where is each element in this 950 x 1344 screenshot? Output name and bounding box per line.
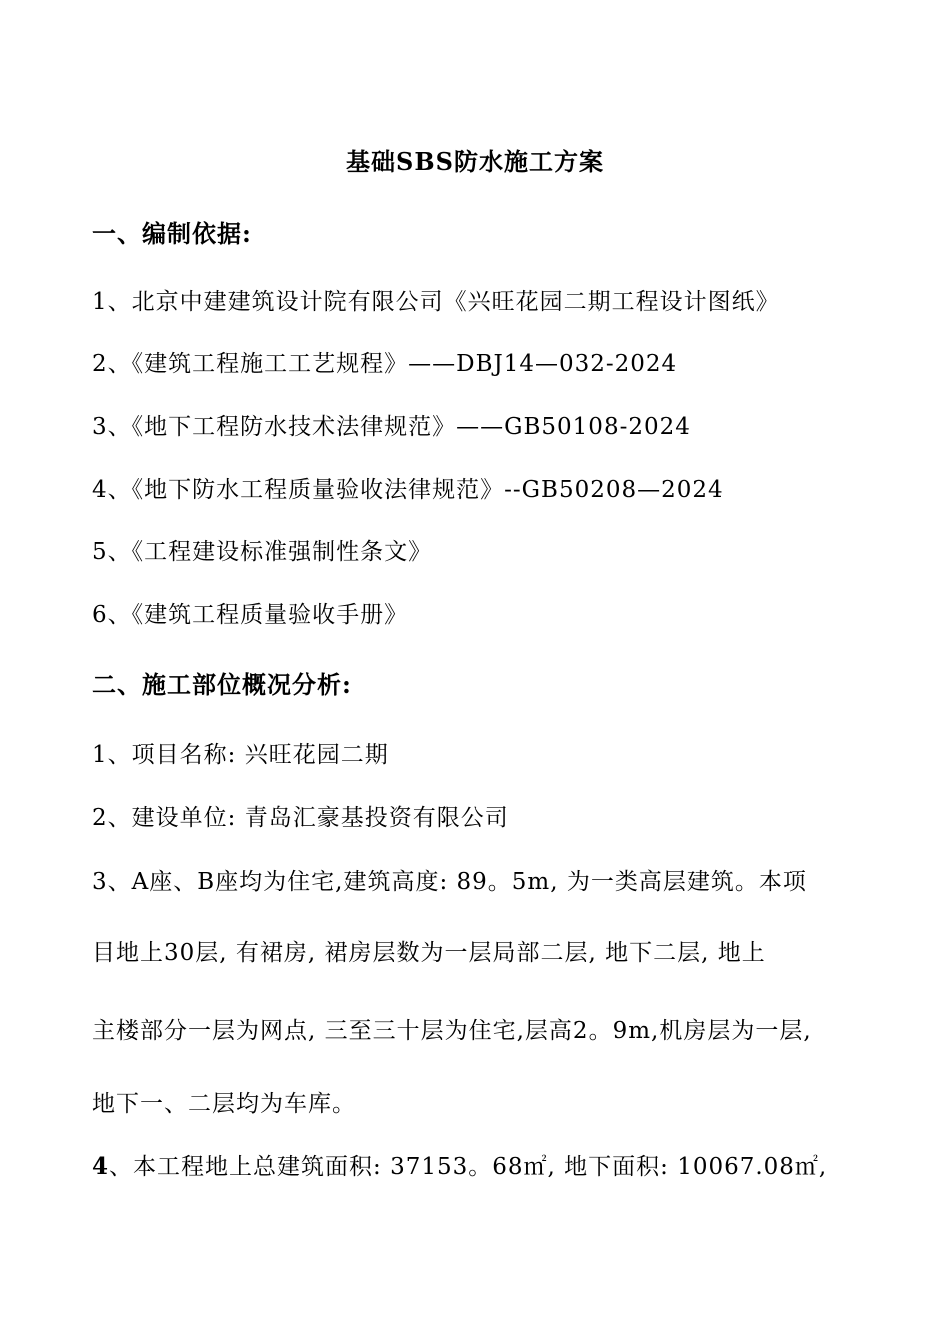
overview-item-4-number: 4 bbox=[92, 1153, 110, 1180]
reference-item-4: 4、《地下防水工程质量验收法律规范》--GB50208—2024 bbox=[92, 477, 724, 503]
overview-item-3-line-4: 地下一、二层均为车库。 bbox=[92, 1091, 356, 1117]
overview-item-1: 1、项目名称: 兴旺花园二期 bbox=[92, 742, 389, 768]
reference-item-2: 2、《建筑工程施工工艺规程》——DBJ14—032-2024 bbox=[92, 351, 678, 377]
overview-item-4-text: 、本工程地上总建筑面积: 37153。68㎡, 地下面积: 10067.08㎡, bbox=[109, 1154, 828, 1180]
overview-item-2: 2、建设单位: 青岛汇豪基投资有限公司 bbox=[92, 805, 509, 831]
overview-item-4 bbox=[92, 1152, 827, 1182]
reference-item-1: 1、北京中建建筑设计院有限公司《兴旺花园二期工程设计图纸》 bbox=[92, 289, 780, 315]
overview-item-3-line-2: 目地上30层, 有裙房, 裙房层数为一层局部二层, 地下二层, 地上 bbox=[92, 940, 766, 966]
overview-item-3-line-3: 主楼部分一层为网点, 三至三十层为住宅,层高2。9m,机房层为一层, bbox=[92, 1018, 812, 1044]
reference-item-6: 6、《建筑工程质量验收手册》 bbox=[92, 602, 409, 628]
overview-item-3-line-1: 3、A座、B座均为住宅,建筑高度: 89。5m, 为一类高层建筑。本项 bbox=[92, 869, 807, 895]
document-title: 基础SBS防水施工方案 bbox=[346, 147, 604, 176]
reference-item-3: 3、《地下工程防水技术法律规范》——GB50108-2024 bbox=[92, 414, 691, 440]
section-2-heading: 二、施工部位概况分析: bbox=[92, 670, 352, 699]
section-1-heading: 一、编制依据: bbox=[92, 219, 252, 248]
reference-item-5: 5、《工程建设标准强制性条文》 bbox=[92, 539, 433, 565]
